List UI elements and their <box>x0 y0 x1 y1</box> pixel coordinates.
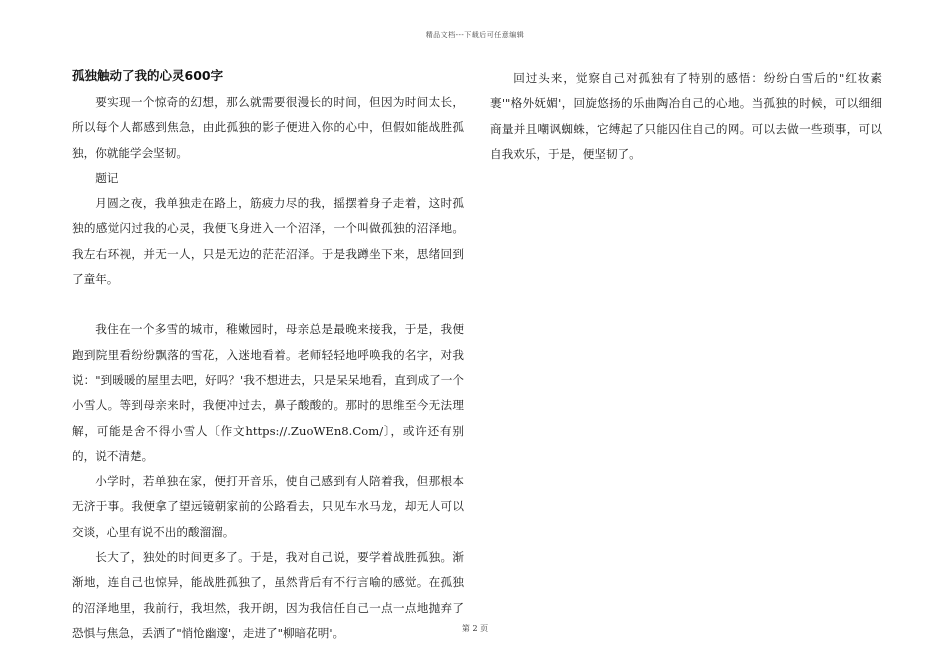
paragraph-moon-night: 月圆之夜，我单独走在路上，筋疲力尽的我，摇摆着身子走着，这时孤独的感觉闪过我的心灵，我便飞身进入一个沼泽，一个叫做孤独的沼泽地。我左右环视，并无一人，只是无边的茫茫沼泽。于是我蹲坐下来，思绪回到了童年。 <box>72 196 464 287</box>
paragraph-childhood: 我住在一个多雪的城市，稚嫩园时，母亲总是最晚来接我，于是，我便跑到院里看纷纷飘落的雪花，入迷地看着。老师轻轻地呼唤我的名字，对我说："到暖暖的屋里去吧，好吗？'我不想进去，只是呆呆地看，直到成了一个小雪人。等到母亲来时，我便冲过去，鼻子酸酸的。那时的思维至今无法理解，可能是舍不得小雪人〔作文https://.ZuoWEn8.Com/〕，或许还有别的，说不清楚。 <box>72 322 464 463</box>
page-number: 第 2 页 <box>461 624 489 633</box>
paragraph-epigraph-label: 题记 <box>95 170 119 185</box>
right-column <box>490 66 882 167</box>
left-column <box>72 66 464 646</box>
paragraph-growing-up: 长大了，独处的时间更多了。于是，我对自己说，要学着战胜孤独。渐渐地，连自己也惊异，能战胜孤独了，虽然背后有不行言喻的感觉。在孤独的沼泽地里，我前行，我坦然，我开朗，因为我信任自己一点一点地抛弃了恐惧与焦急，丢洒了"悄怆幽邃'，走进了"柳暗花明'。 <box>72 550 464 640</box>
paragraph-reflection: 回过头来，觉察自己对孤独有了特别的感悟：纷纷白雪后的"红妆素裹'"格外妩媚'，回旋悠扬的乐曲陶冶自己的心地。当孤独的时候，可以细细商量并且嘲讽蜘蛛，它缚起了只能囚住自己的网。可以去做一些琐事，可以自我欢乐，于是，便坚韧了。 <box>490 71 882 161</box>
paragraph-primary-school: 小学时，若单独在家，便打开音乐，使自己感到有人陪着我，但那根本无济于事。我便拿了望远镜朝家前的公路看去，只见车水马龙，却无人可以交谈，心里有说不出的酸溜溜。 <box>72 474 464 539</box>
paragraph-intro: 要实现一个惊奇的幻想，那么就需要很漫长的时间，但因为时间太长，所以每个人都感到焦急，由此孤独的影子便进入你的心中，但假如能战胜孤独，你就能学会坚韧。 <box>72 95 464 160</box>
article-title: 孤独触动了我的心灵600字 <box>72 68 224 83</box>
header-note: 精品文档---下载后可任意编辑 <box>425 31 525 39</box>
